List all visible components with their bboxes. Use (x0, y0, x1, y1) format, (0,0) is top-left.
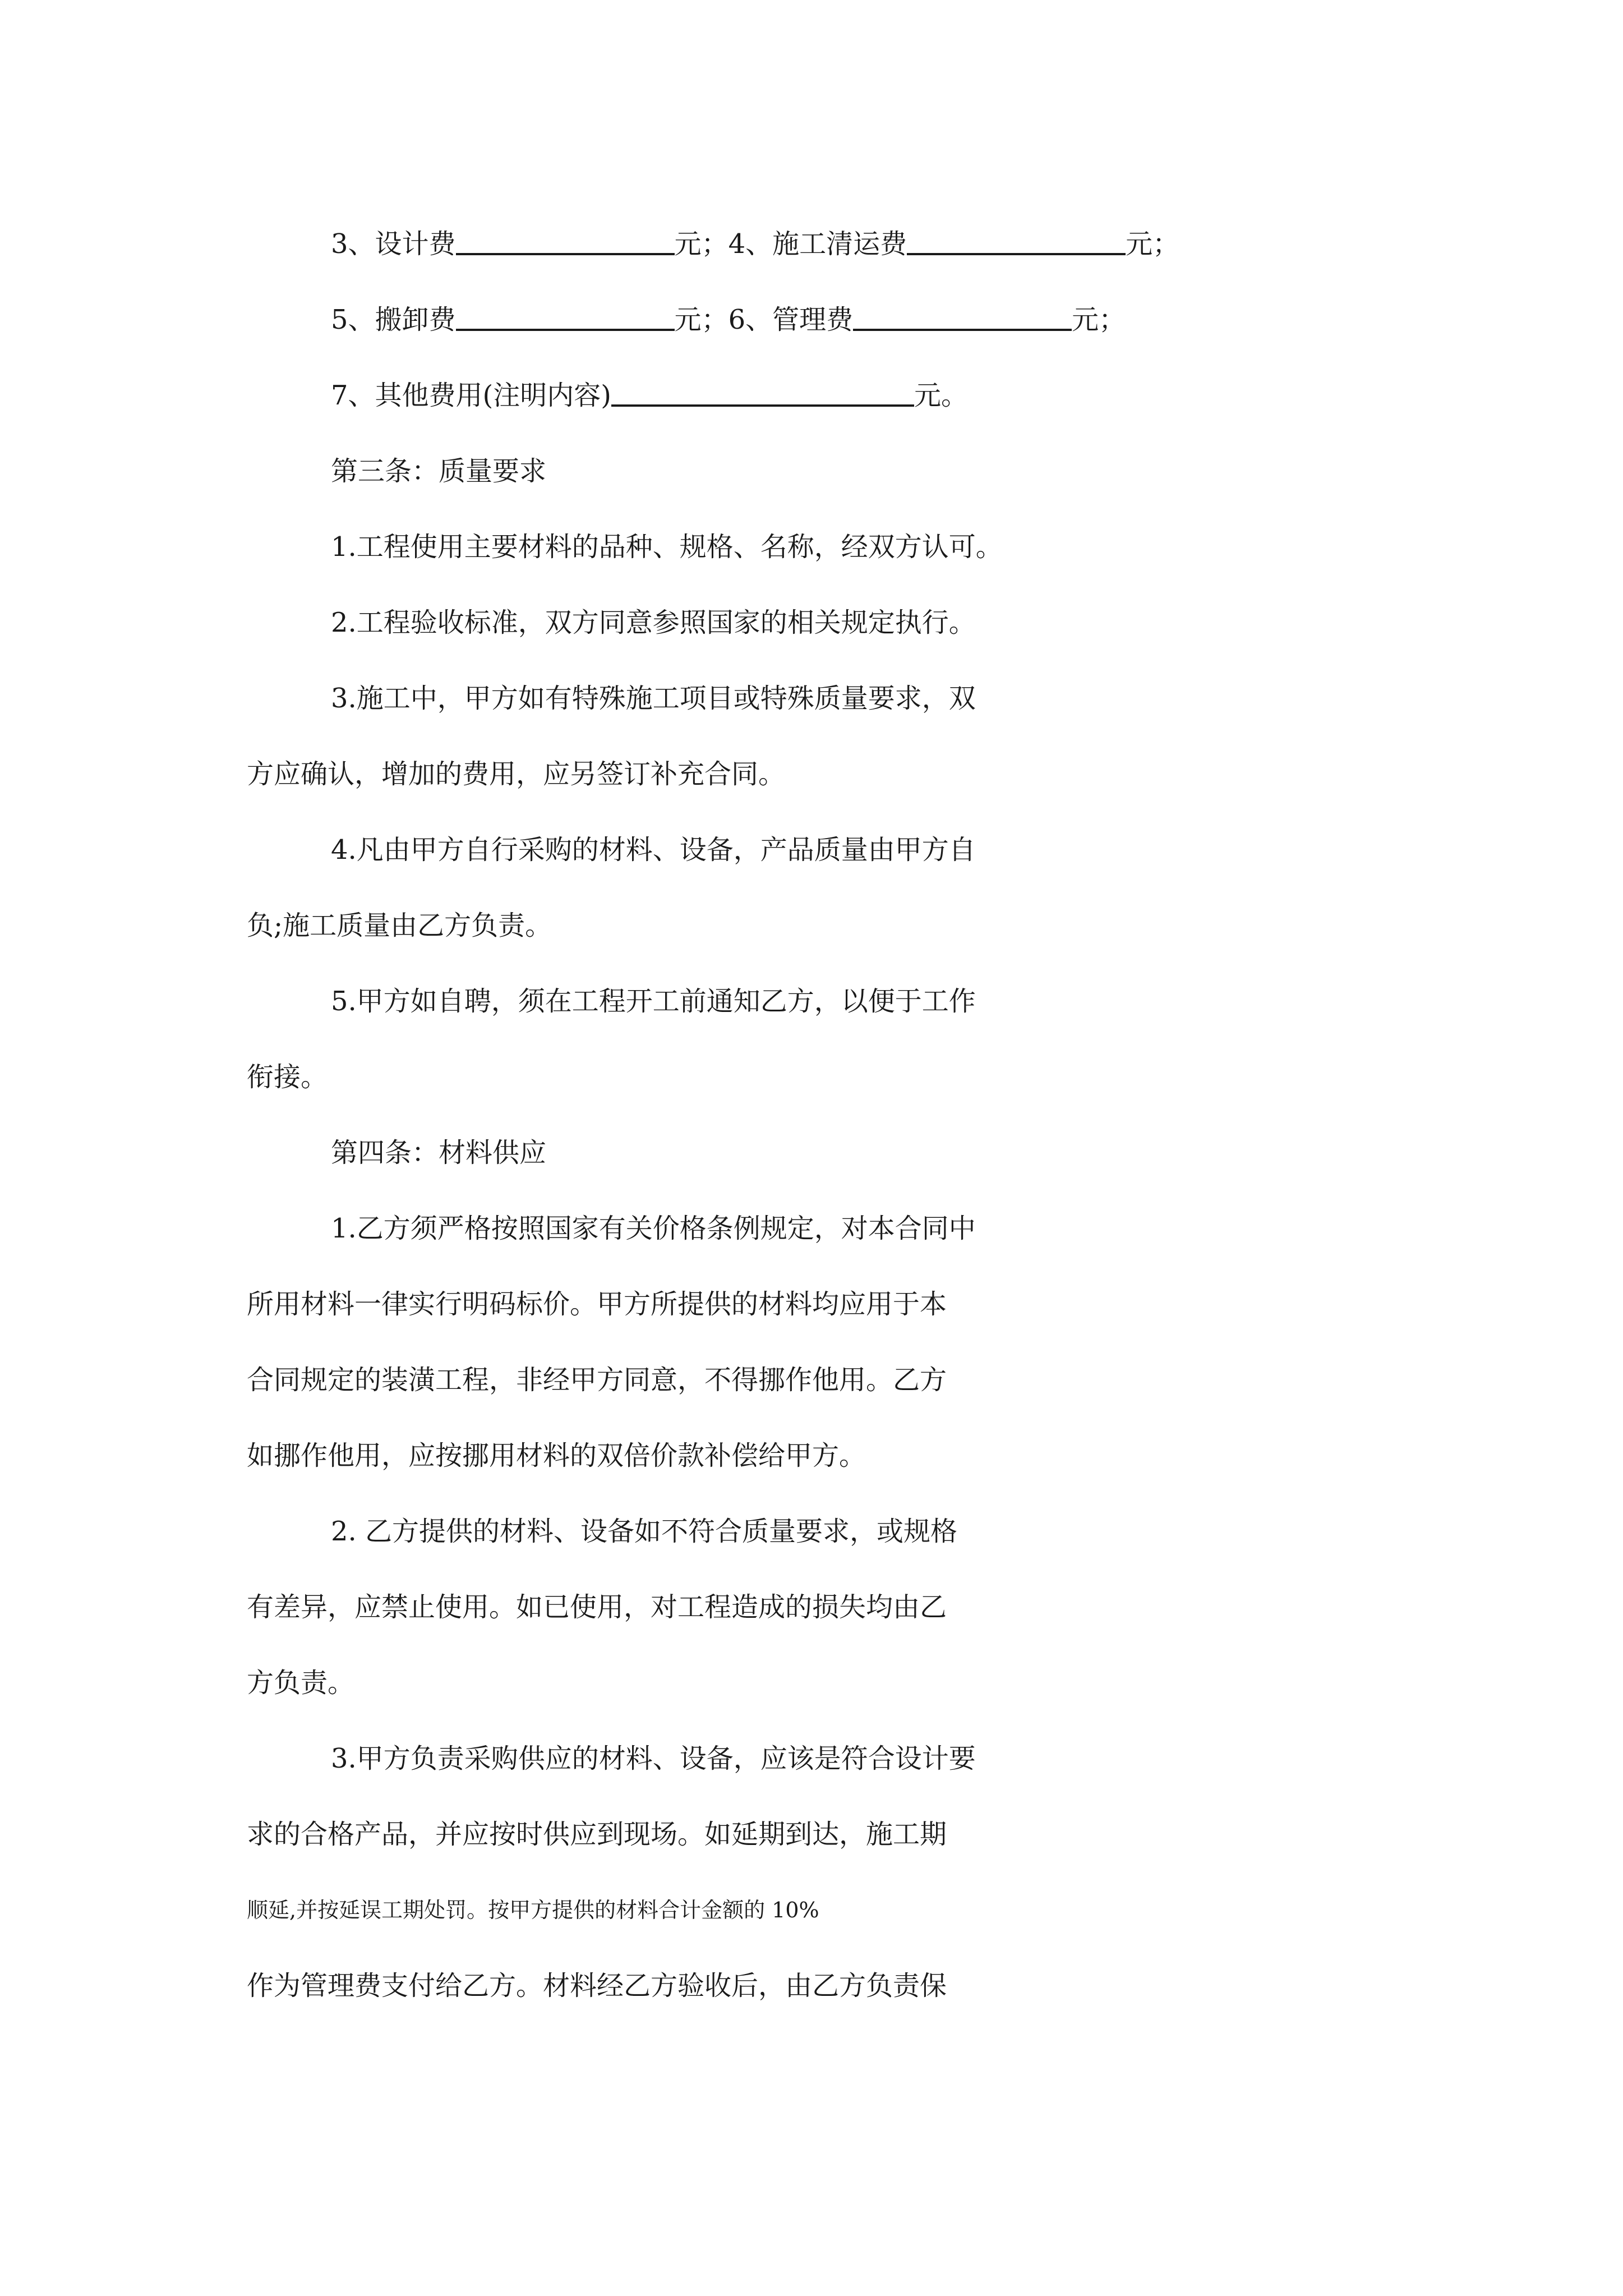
article4-heading: 第四条：材料供应 (331, 1137, 547, 1168)
article4-item3-line1: 3.甲方负责采购供应的材料、设备，应该是符合设计要 (331, 1743, 976, 1774)
article3-item4-line2: 负;施工质量由乙方负责。 (247, 910, 552, 941)
article3-item3-line2: 方应确认，增加的费用，应另签订补充合同。 (247, 758, 786, 790)
fill-blank-moving (456, 292, 675, 331)
fee-unit-management: 元； (1072, 304, 1126, 335)
fee-line-1 (0, 216, 1623, 272)
fee-unit-cleanup: 元； (1126, 228, 1180, 260)
article4-item1-line4: 如挪作他用，应按挪用材料的双倍价款补偿给甲方。 (247, 1440, 866, 1471)
fee-line-3 (0, 367, 1623, 424)
fee-label-management: 6、管理费 (728, 304, 854, 335)
article4-item3-line2: 求的合格产品，并应按时供应到现场。如延期到达，施工期 (247, 1819, 947, 1850)
article3-item3-line1: 3.施工中，甲方如有特殊施工项目或特殊质量要求，双 (331, 683, 976, 714)
article4-item1-line3: 合同规定的装潢工程，非经甲方同意，不得挪作他用。乙方 (247, 1364, 947, 1396)
fee-unit-design: 元； (674, 228, 728, 260)
article4-item3-line3: 顺延,并按延误工期处罚。按甲方提供的材料合计金额的 10% (247, 1898, 819, 1922)
article3-item1: 1.工程使用主要材料的品种、规格、名称，经双方认可。 (331, 531, 1003, 563)
fee-label-other: 7、其他费用(注明内容) (331, 380, 611, 411)
fill-blank-design (456, 216, 675, 255)
fee-label-moving: 5、搬卸费 (331, 304, 456, 335)
fill-blank-management (853, 292, 1072, 331)
fee-label-design: 3、设计费 (331, 228, 456, 260)
article3-item4-line1: 4.凡由甲方自行采购的材料、设备，产品质量由甲方自 (331, 834, 976, 866)
fill-blank-cleanup (907, 216, 1126, 255)
fee-line-2 (0, 292, 1623, 348)
article3-item2: 2.工程验收标准，双方同意参照国家的相关规定执行。 (331, 607, 976, 638)
article4-item3-line4: 作为管理费支付给乙方。材料经乙方验收后，由乙方负责保 (247, 1970, 947, 2001)
article4-item1-line2: 所用材料一律实行明码标价。甲方所提供的材料均应用于本 (247, 1289, 947, 1320)
fee-unit-other: 元。 (914, 380, 969, 411)
fee-unit-moving: 元； (674, 304, 728, 335)
fee-label-cleanup: 4、施工清运费 (728, 228, 907, 260)
article3-item5-line1: 5.甲方如自聘，须在工程开工前通知乙方，以便于工作 (331, 986, 976, 1017)
fill-blank-other (611, 367, 914, 407)
article4-item2-line1: 2. 乙方提供的材料、设备如不符合质量要求，或规格 (331, 1516, 958, 1547)
article4-item2-line3: 方负责。 (247, 1667, 355, 1699)
article4-item2-line2: 有差异，应禁止使用。如已使用，对工程造成的损失均由乙 (247, 1591, 947, 1623)
article3-item5-line2: 衔接。 (247, 1061, 328, 1093)
article3-heading: 第三条：质量要求 (331, 455, 547, 487)
article4-item1-line1: 1.乙方须严格按照国家有关价格条例规定，对本合同中 (331, 1213, 976, 1244)
